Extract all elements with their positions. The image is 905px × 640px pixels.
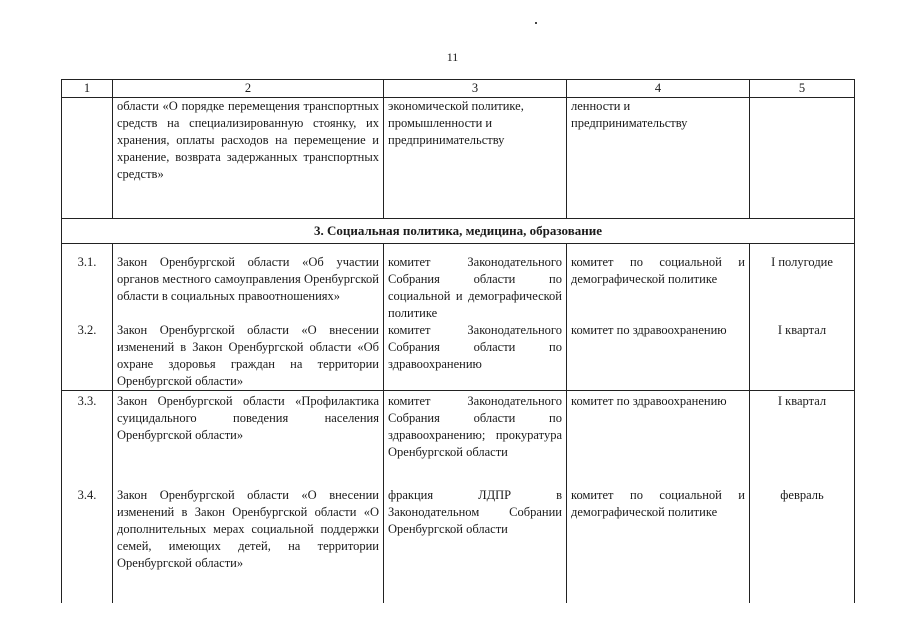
cell-number: 3.1.	[62, 244, 113, 323]
cell-responsible: экономической политике, промышленности и предпринимательству	[384, 98, 567, 219]
table-row	[62, 322, 855, 391]
header-col-5: 5	[750, 80, 855, 98]
cell-law-title: Закон Оренбургской области «О внесении изменений в Закон Оренбургской области «О дополнительных мерах социальной поддержки семей, имеющих детей, на территории Оренбургской области»	[113, 479, 384, 603]
page-number: 11	[446, 50, 459, 64]
cell-term: I квартал	[750, 391, 855, 480]
cell-law-title: Закон Оренбургской области «Профилактика суицидального поведения населения Оренбургской области»	[113, 391, 384, 480]
header-col-2: 2	[113, 80, 384, 98]
cell-responsible: комитет Законодательного Собрания области по здравоохранению; прокуратура Оренбургской области	[384, 391, 567, 480]
cell-term: I полугодие	[750, 244, 855, 323]
header-col-3: 3	[384, 80, 567, 98]
cell-number: 3.3.	[62, 391, 113, 480]
section-title: 3. Социальная политика, медицина, образование	[62, 219, 855, 244]
cell-term: I квартал	[750, 322, 855, 391]
cell-committee: комитет по социальной и демографической политике	[567, 479, 750, 603]
cell-number: 3.2.	[62, 322, 113, 391]
cell-responsible: комитет Законодательного Собрания области по здравоохранению	[384, 322, 567, 391]
header-col-4: 4	[567, 80, 750, 98]
cell-responsible: фракция ЛДПР в Законодательном Собрании Оренбургской области	[384, 479, 567, 603]
cell-term: февраль	[750, 479, 855, 603]
plan-table	[61, 79, 855, 603]
scan-speck	[535, 22, 537, 24]
table-header-row	[62, 80, 855, 98]
cell-number	[62, 98, 113, 219]
table-row	[62, 391, 855, 480]
cell-committee: ленности и предпринимательству	[567, 98, 750, 219]
header-col-1: 1	[62, 80, 113, 98]
cell-number: 3.4.	[62, 479, 113, 603]
cell-responsible: комитет Законодательного Собрания области по социальной и демографической политике	[384, 244, 567, 323]
cell-law-title: области «О порядке перемещения транспортных средств на специализированную стоянку, их хранения, оплаты расходов на перемещение и хранение, возврата задержанных транспортных средств»	[113, 98, 384, 219]
cell-law-title: Закон Оренбургской области «О внесении изменений в Закон Оренбургской области «Об охране здоровья граждан на территории Оренбургской области»	[113, 322, 384, 391]
cell-committee: комитет по здравоохранению	[567, 322, 750, 391]
cell-committee: комитет по здравоохранению	[567, 391, 750, 480]
table-row-continuation	[62, 98, 855, 219]
section-row	[62, 219, 855, 244]
cell-law-title: Закон Оренбургской области «Об участии органов местного самоуправления Оренбургской области в социальных правоотношениях»	[113, 244, 384, 323]
table-row	[62, 479, 855, 603]
table-row	[62, 244, 855, 323]
cell-term	[750, 98, 855, 219]
cell-committee: комитет по социальной и демографической политике	[567, 244, 750, 323]
